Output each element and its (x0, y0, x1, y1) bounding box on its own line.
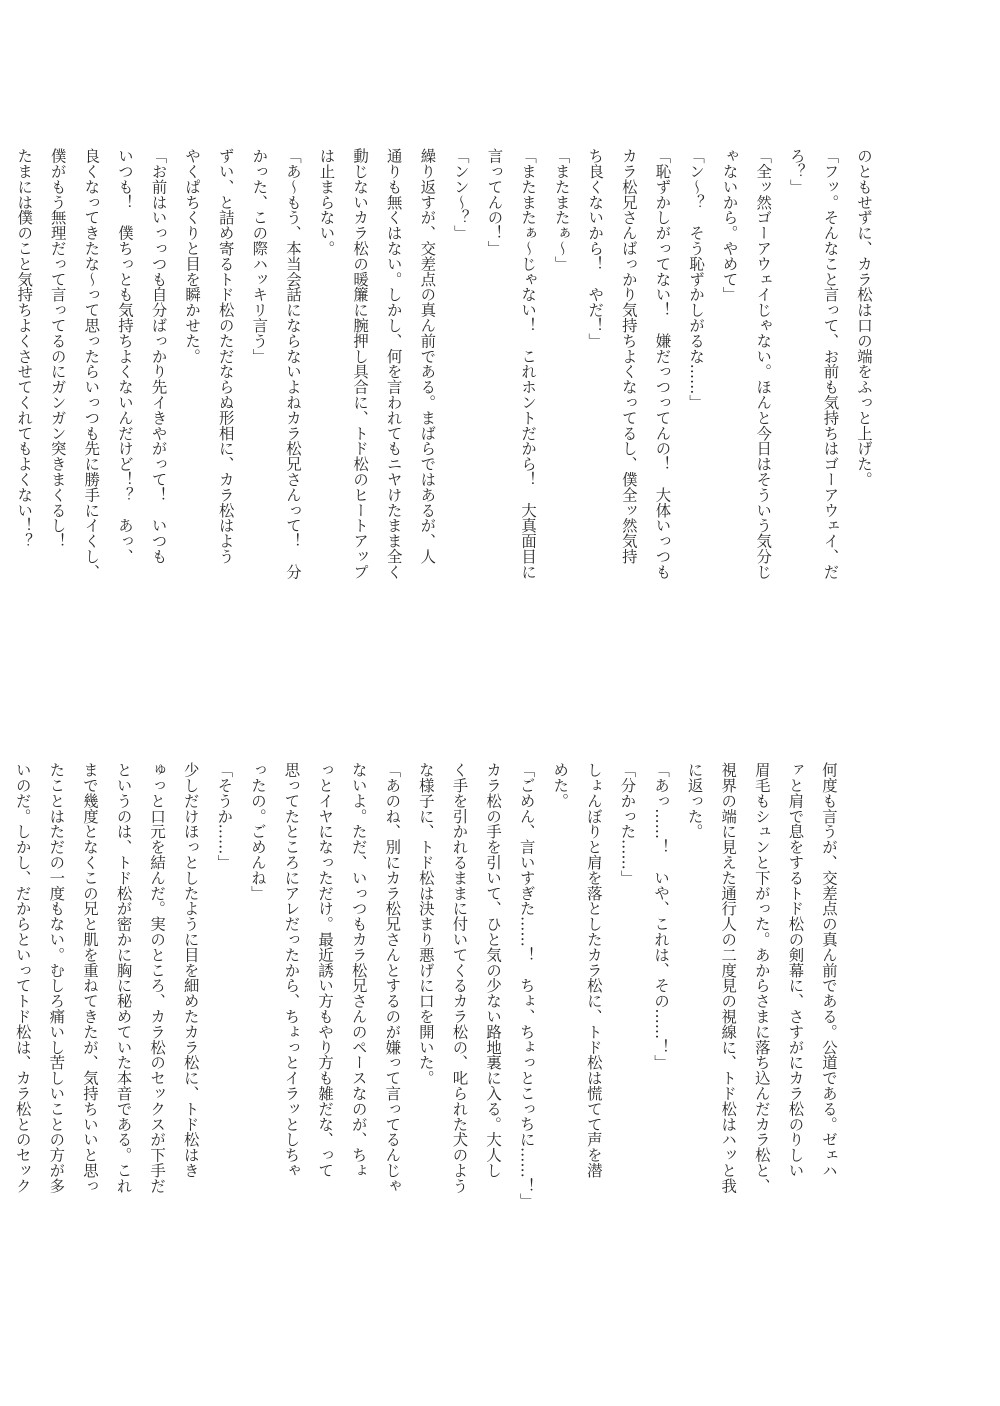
text-line: 繰り返すが、交差点の真ん前である。まばらではあるが、人 (418, 148, 437, 564)
text-block-lower (13, 762, 845, 1302)
text-line: 思ってたところにアレだったから、ちょっとイラッとしちゃ (282, 762, 301, 1178)
text-line: というのは、トド松が密かに胸に秘めていた本音である。これ (114, 762, 133, 1194)
text-line: 「そうか……」 (215, 762, 234, 870)
text-line: 眉毛もシュンと下がった。あからさまに落ち込んだカラ松と、 (752, 762, 771, 1194)
text-line: ゃないから。やめて」 (720, 148, 739, 302)
text-line: ずい、と詰め寄るトド松のただならぬ形相に、カラ松はよう (216, 148, 235, 564)
text-line: カラ松の手を引いて、ひと気の少ない路地裏に入る。大人し (484, 762, 503, 1178)
text-line: いつも！ 僕ちっとも気持ちよくないんだけど！？ あっ、 (115, 148, 134, 564)
text-line: 「全ッ然ゴーアウェイじゃない。ほんと今日はそういう気分じ (754, 148, 773, 580)
text-block-upper (15, 148, 880, 708)
text-line: ァと肩で息をするトド松の剣幕に、さすがにカラ松のりしい (786, 762, 805, 1178)
text-line: かった、この際ハッキリ言う」 (250, 148, 269, 364)
text-line: 「ごめん、言いすぎた……！ ちょ、ちょっとこっちに……！」 (517, 762, 536, 1209)
text-line (0, 762, 5, 1302)
text-line: カラ松兄さんばっかり気持ちよくなってるし、僕全ッ然気持 (619, 148, 638, 564)
text-line: っとイヤになっただけ。最近誘い方もやり方も雑だな、って (316, 762, 335, 1178)
text-line: 「あのね、別にカラ松兄さんとするのが嫌って言ってるんじゃ (383, 762, 402, 1194)
text-line: は止まらない。 (317, 148, 336, 256)
text-line: 「分かった……」 (618, 762, 637, 886)
text-line: に返った。 (685, 762, 704, 839)
text-line: 「またまたぁ〜じゃない！ これホントだから！ 大真面目に (519, 148, 538, 580)
text-line: しょんぼりと肩を落としたカラ松に、トド松は慌てて声を潜 (584, 762, 603, 1178)
text-line: 少しだけほっとしたように目を細めたカラ松に、トド松はき (181, 762, 200, 1178)
text-line: 視界の端に見えた通行人の二度見の視線に、トド松はハッと我 (719, 762, 738, 1194)
text-line: 「フッ。そんなこと言って、お前も気持ちはゴーアウェイ、だ (821, 148, 840, 580)
text-line: ゅっと口元を結んだ。実のところ、カラ松のセックスが下手だ (148, 762, 167, 1194)
text-line: 何度も言うが、交差点の真ん前である。公道である。ゼェハ (820, 762, 838, 1178)
text-line: まで幾度となくこの兄と肌を重ねてきたが、気持ちいいと思っ (80, 762, 99, 1194)
text-line: 「ンン〜？」 (451, 148, 470, 241)
text-line: 動じないカラ松の暖簾に腕押し具合に、トド松のヒートアップ (351, 148, 370, 580)
text-line: 「あ〜もう、本当会話にならないよねカラ松兄さんって！ 分 (283, 148, 302, 580)
text-line: のともせずに、カラ松は口の端をふっと上げた。 (855, 148, 873, 487)
text-line: 「あっ……！ いや、これは、その……！」 (652, 762, 671, 1070)
text-line: 通りも無くはない。しかし、何を言われてもニヤけたまま全く (384, 148, 403, 580)
text-line: たまには僕のこと気持ちよくさせてくれてもよくない！？ (15, 148, 34, 549)
text-line: ないよ。ただ、いっつもカラ松兄さんのペースなのが、ちょ (349, 762, 368, 1178)
text-line: ち良くないから！ やだ！」 (586, 148, 605, 349)
text-line: な様子に、トド松は決まり悪げに口を開いた。 (416, 762, 435, 1086)
text-line: いのだ。しかし、だからといってトド松は、カラ松とのセック (13, 762, 32, 1194)
text-line: たことはただの一度もない。むしろ痛いし苦しいことの方が多 (47, 762, 66, 1194)
text-line: めた。 (551, 762, 570, 809)
text-line (0, 148, 7, 708)
text-line: 「またまたぁ〜」 (552, 148, 571, 272)
text-line: 「恥ずかしがってない！ 嫌だっつってんの！ 大体いっつも (653, 148, 672, 580)
text-line: やくぱちくりと目を瞬かせた。 (183, 148, 202, 364)
text-line: 「お前はいっっつも自分ばっかり先イきやがって！ いつも (149, 148, 168, 564)
text-line: 良くなってきたな〜って思ったらいっつも先に勝手にイくし、 (82, 148, 101, 580)
text-line: ったの。ごめんね」 (248, 762, 267, 901)
text-line: 僕がもう無理だって言ってるのにガンガン突きまくるし！ (48, 148, 67, 549)
text-line: く手を引かれるままに付いてくるカラ松の、叱られた犬のよう (450, 762, 469, 1194)
text-line: 言ってんの！」 (485, 148, 504, 256)
text-line: ろ？」 (787, 148, 806, 195)
text-line: 「ン〜？ そう恥ずかしがるな……」 (687, 148, 706, 410)
